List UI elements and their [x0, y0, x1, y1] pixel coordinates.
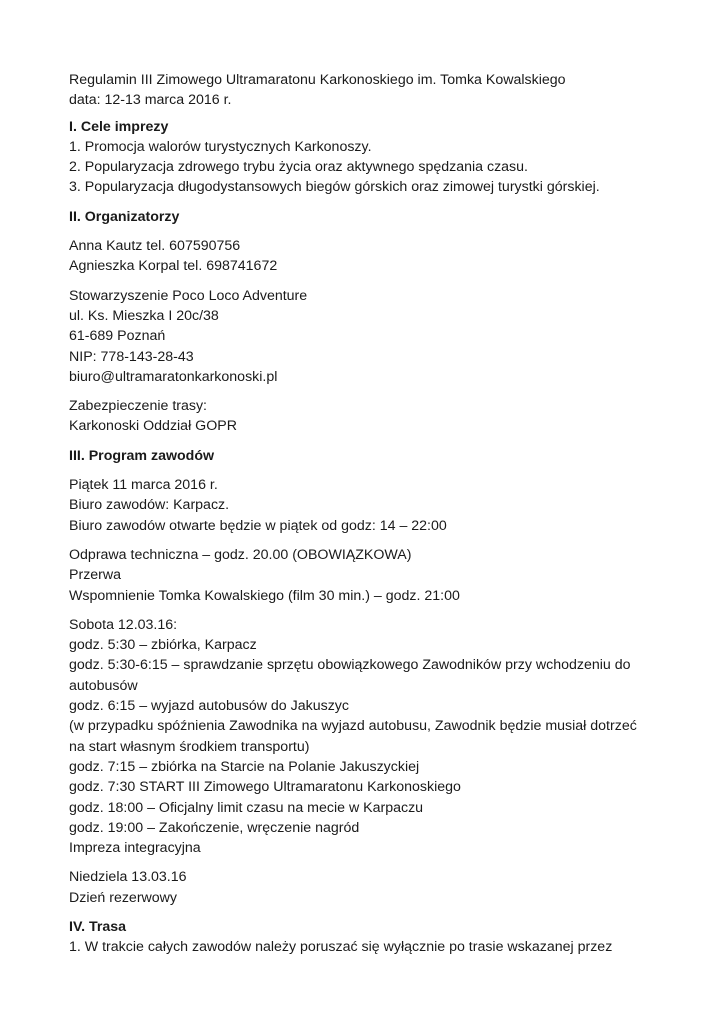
section-heading-organizers: II. Organizatorzy: [69, 208, 180, 225]
document-date: data: 12-13 marca 2016 r.: [69, 92, 232, 109]
organizer-contact: Anna Kautz tel. 607590756: [69, 238, 241, 255]
program-line: Dzień rezerwowy: [69, 889, 178, 906]
goal-item: 2. Popularyzacja zdrowego trybu życia oraz aktywnego spędzania czasu.: [69, 159, 528, 176]
program-line: (w przypadku spóźnienia Zawodnika na wyjazd autobusu, Zawodnik będzie musiał dotrzeć: [69, 718, 637, 735]
association-city: 61-689 Poznań: [69, 328, 166, 345]
program-line: Wspomnienie Tomka Kowalskiego (film 30 min.) – godz. 21:00: [69, 587, 460, 604]
organizer-contact: Agnieszka Korpal tel. 698741672: [69, 258, 278, 275]
association-name: Stowarzyszenie Poco Loco Adventure: [69, 287, 308, 304]
program-line: autobusów: [69, 677, 138, 694]
program-line: godz. 7:30 START III Zimowego Ultramaratonu Karkonoskiego: [69, 779, 461, 796]
association-email: biuro@ultramaratonkarkonoski.pl: [69, 368, 278, 385]
program-line: Biuro zawodów: Karpacz.: [69, 497, 230, 514]
section-heading-program: III. Program zawodów: [69, 447, 215, 464]
section-heading-goals: I. Cele imprezy: [69, 118, 169, 135]
security-label: Zabezpieczenie trasy:: [69, 398, 208, 415]
program-line: Impreza integracyjna: [69, 840, 201, 857]
program-line: godz. 5:30-6:15 – sprawdzanie sprzętu obowiązkowego Zawodników przy wchodzeniu do: [69, 657, 631, 674]
program-line: Biuro zawodów otwarte będzie w piątek od godz: 14 – 22:00: [69, 517, 447, 534]
program-line: godz. 6:15 – wyjazd autobusów do Jakuszyc: [69, 698, 349, 715]
program-line: na start własnym środkiem transportu): [69, 738, 310, 755]
program-line: godz. 7:15 – zbiórka na Starcie na Polanie Jakuszyckiej: [69, 758, 420, 775]
security-provider: Karkonoski Oddział GOPR: [69, 418, 237, 435]
goal-item: 3. Popularyzacja długodystansowych biegów górskich oraz zimowej turystki górskiej.: [69, 179, 600, 196]
program-line: godz. 18:00 – Oficjalny limit czasu na mecie w Karpaczu: [69, 799, 424, 816]
document-title: Regulamin III Zimowego Ultramaratonu Karkonoskiego im. Tomka Kowalskiego: [69, 72, 566, 88]
program-line: godz. 5:30 – zbiórka, Karpacz: [69, 637, 257, 654]
program-line: Sobota 12.03.16:: [69, 616, 178, 633]
program-line: Niedziela 13.03.16: [69, 869, 187, 886]
section-heading-route: IV. Trasa: [69, 918, 127, 935]
program-line: Piątek 11 marca 2016 r.: [69, 477, 218, 494]
route-item: 1. W trakcie całych zawodów należy poruszać się wyłącznie po trasie wskazanej przez: [69, 939, 613, 956]
program-line: godz. 19:00 – Zakończenie, wręczenie nagród: [69, 819, 360, 836]
program-line: Przerwa: [69, 567, 122, 584]
association-street: ul. Ks. Mieszka I 20c/38: [69, 307, 219, 324]
association-nip: NIP: 778-143-28-43: [69, 348, 194, 365]
program-line: Odprawa techniczna – godz. 20.00 (OBOWIĄZKOWA): [69, 546, 412, 563]
goal-item: 1. Promocja walorów turystycznych Karkonoszy.: [69, 138, 372, 155]
document-page: [69, 70, 689, 958]
